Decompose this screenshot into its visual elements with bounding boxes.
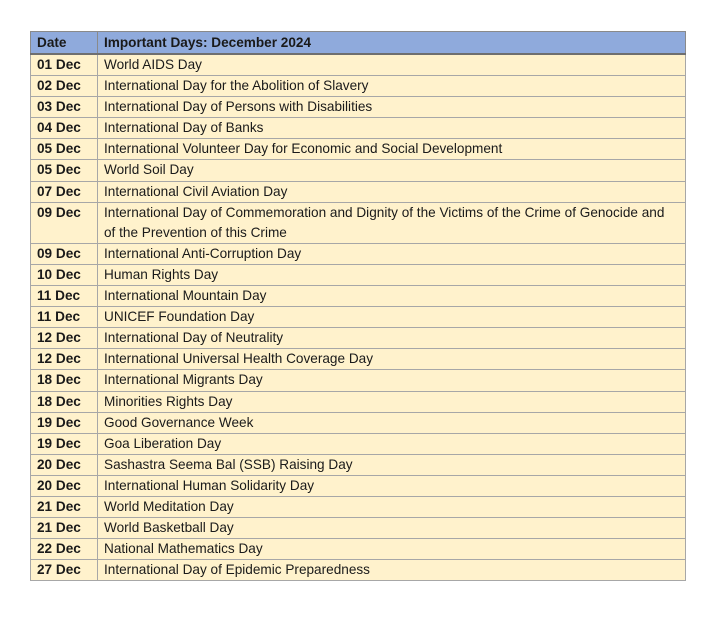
table-row (31, 118, 686, 139)
table-row (31, 286, 686, 307)
event-column-header: Important Days: December 2024 (98, 32, 686, 55)
event-cell: Human Rights Day (98, 264, 686, 285)
table-row (31, 475, 686, 496)
date-cell: 09 Dec (31, 202, 98, 243)
event-cell: International Day for the Abolition of Slavery (98, 76, 686, 97)
table-row (31, 391, 686, 412)
event-cell: World AIDS Day (98, 54, 686, 76)
table-row (31, 97, 686, 118)
table-row (31, 307, 686, 328)
date-cell: 05 Dec (31, 160, 98, 181)
date-cell: 02 Dec (31, 76, 98, 97)
event-cell: International Civil Aviation Day (98, 181, 686, 202)
table-row (31, 560, 686, 581)
date-cell: 12 Dec (31, 349, 98, 370)
date-cell: 18 Dec (31, 391, 98, 412)
event-cell: International Volunteer Day for Economic and Social Development (98, 139, 686, 160)
date-cell: 07 Dec (31, 181, 98, 202)
event-cell: International Universal Health Coverage Day (98, 349, 686, 370)
table-row (31, 54, 686, 76)
event-cell: International Day of Neutrality (98, 328, 686, 349)
date-cell: 18 Dec (31, 370, 98, 391)
event-cell: International Day of Banks (98, 118, 686, 139)
table-row (31, 518, 686, 539)
date-cell: 11 Dec (31, 307, 98, 328)
date-cell: 20 Dec (31, 454, 98, 475)
table-row (31, 328, 686, 349)
event-cell: Sashastra Seema Bal (SSB) Raising Day (98, 454, 686, 475)
event-cell: National Mathematics Day (98, 539, 686, 560)
table-row (31, 454, 686, 475)
table-row (31, 539, 686, 560)
table-row (31, 202, 686, 243)
date-cell: 21 Dec (31, 496, 98, 517)
date-cell: 27 Dec (31, 560, 98, 581)
date-cell: 04 Dec (31, 118, 98, 139)
date-cell: 03 Dec (31, 97, 98, 118)
important-days-table (30, 31, 686, 581)
event-cell: UNICEF Foundation Day (98, 307, 686, 328)
date-cell: 21 Dec (31, 518, 98, 539)
event-cell: Good Governance Week (98, 412, 686, 433)
table-row (31, 496, 686, 517)
date-cell: 10 Dec (31, 264, 98, 285)
table-body (31, 54, 686, 581)
event-cell: International Migrants Day (98, 370, 686, 391)
event-cell: World Meditation Day (98, 496, 686, 517)
event-cell: International Day of Commemoration and Dignity of the Victims of the Crime of Genocide and of the Prevention of this Crime (98, 202, 686, 243)
table-row (31, 160, 686, 181)
event-cell: World Basketball Day (98, 518, 686, 539)
event-cell: Goa Liberation Day (98, 433, 686, 454)
date-cell: 11 Dec (31, 286, 98, 307)
event-cell: World Soil Day (98, 160, 686, 181)
date-cell: 12 Dec (31, 328, 98, 349)
event-cell: International Day of Persons with Disabilities (98, 97, 686, 118)
event-cell: Minorities Rights Day (98, 391, 686, 412)
table-row (31, 349, 686, 370)
table-header (31, 32, 686, 55)
table-row (31, 412, 686, 433)
table-row (31, 370, 686, 391)
date-cell: 05 Dec (31, 139, 98, 160)
date-column-header: Date (31, 32, 98, 55)
date-cell: 19 Dec (31, 412, 98, 433)
date-cell: 20 Dec (31, 475, 98, 496)
event-cell: International Day of Epidemic Preparedness (98, 560, 686, 581)
table-row (31, 264, 686, 285)
date-cell: 22 Dec (31, 539, 98, 560)
table-row (31, 243, 686, 264)
date-cell: 09 Dec (31, 243, 98, 264)
header-row (31, 32, 686, 55)
date-cell: 19 Dec (31, 433, 98, 454)
table-row (31, 181, 686, 202)
table-row (31, 433, 686, 454)
event-cell: International Anti-Corruption Day (98, 243, 686, 264)
event-cell: International Mountain Day (98, 286, 686, 307)
event-cell: International Human Solidarity Day (98, 475, 686, 496)
table-row (31, 76, 686, 97)
table-row (31, 139, 686, 160)
date-cell: 01 Dec (31, 54, 98, 76)
